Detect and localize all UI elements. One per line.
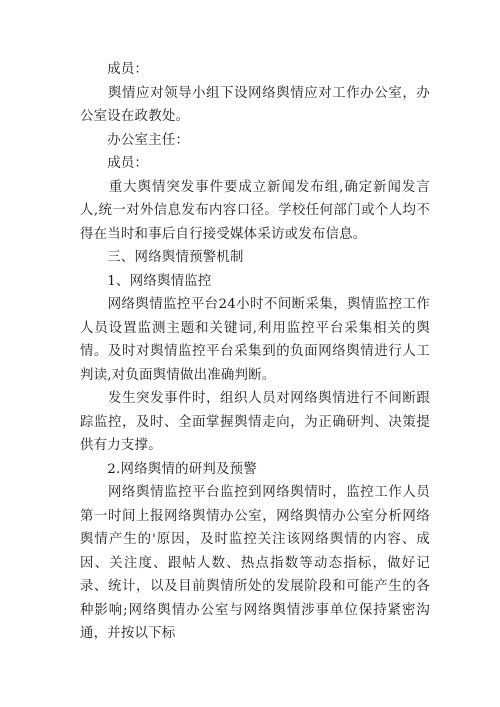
paragraph-office-director: 办公室主任： <box>80 132 190 148</box>
paragraph-press-group: 重大舆情突发事件要成立新闻发布组,确定新闻发言人,统一对外信息发布内容口径。学校任何部门或个人均不得在当时和事后自行接受媒体采访或发布信息。 <box>80 179 430 242</box>
subheading-analysis-warning: 2.网络舆情的研判及预警 <box>80 461 257 477</box>
paragraph-monitoring-platform: 网络舆情监控平台24小时不间断采集，舆情监控工作人员设置监测主题和关键词,利用监控平台采集相关的舆情。及时对舆情监控平台采集到的负面网络舆情进行人工判读,对负面舆情做出准确判断。 <box>80 297 430 383</box>
paragraph-analysis-details: 网络舆情监控平台监控到网络舆情时，监控工作人员第一时间上报网络舆情办公室，网络舆情办公室分析网络舆情产生的'原因，及时监控关注该网络舆情的内容、成因、关注度、跟帖人数、热点指数等动态指标，做好记录、统计，以及目前舆情所处的发展阶段和可能产生的各种影响;网络舆情办公室与网络舆情涉事单位保持紧密沟通，并按以下标 <box>80 485 430 641</box>
document-page <box>80 58 430 646</box>
paragraph-emergency-tracking: 发生突发事件时，组织人员对网络舆情进行不间断跟踪监控，及时、全面掌握舆情走向，为正确研判、决策提供有力支撑。 <box>80 391 430 453</box>
subheading-monitoring: 1、网络舆情监控 <box>80 273 212 289</box>
section-heading-warning-mechanism: 三、网络舆情预警机制 <box>80 250 244 265</box>
paragraph-members-1: 成员： <box>80 62 149 77</box>
paragraph-members-2: 成员： <box>80 156 149 171</box>
paragraph-office-setup: 舆情应对领导小组下设网络舆情应对工作办公室，办公室设在政教处。 <box>80 85 430 124</box>
